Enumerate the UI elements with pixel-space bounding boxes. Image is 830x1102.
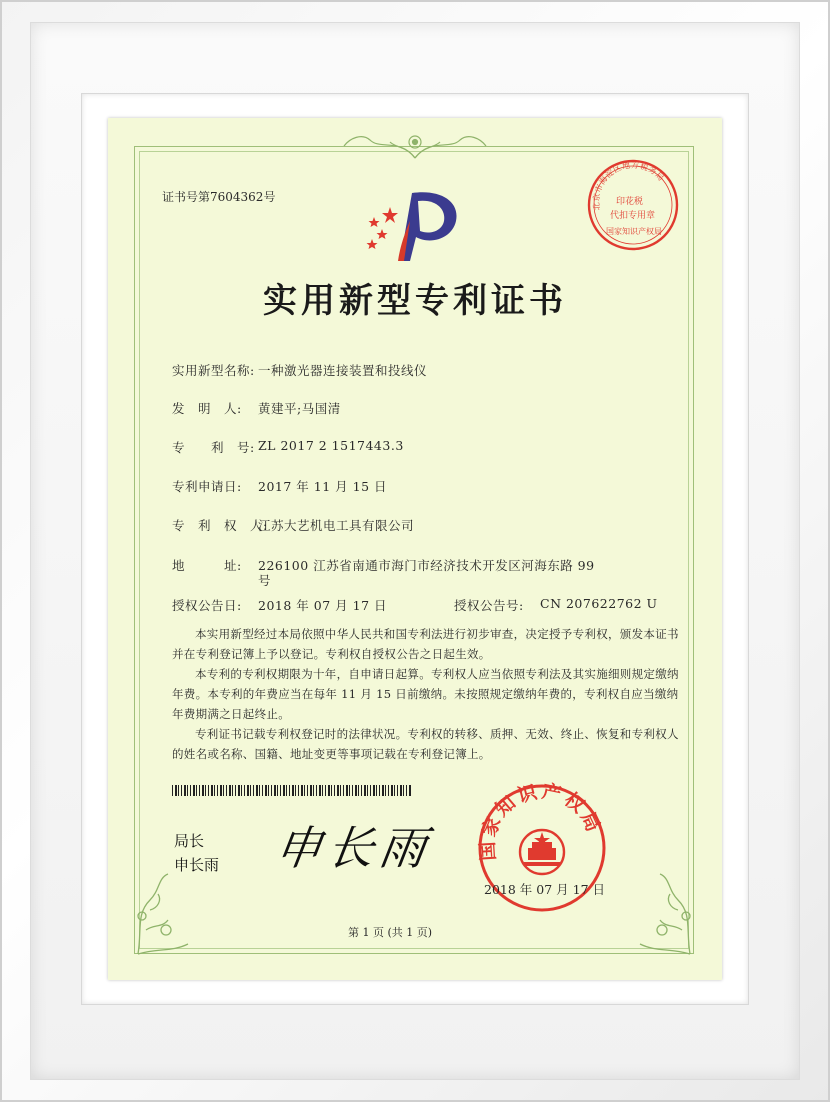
grant-number-label: 授权公告号: [454,598,524,613]
address-value-line-1: 226100 江苏省南通市海门市经济技术开发区河海东路 99 [258,558,595,573]
patent-number-value: ZL 2017 2 1517443.3 [258,438,404,453]
holder-label: 专 利 权 人: [172,518,268,533]
certificate-number: 证书号第7604362号 [162,190,276,204]
tax-stamp-line-1: 印花税 [616,197,644,207]
tax-stamp-ring-text: 北京市海淀区地方税务局 [591,160,666,211]
grant-date-label: 授权公告日: [172,598,242,613]
certificate-title: 实用新型专利证书 [263,281,567,321]
holder-value: 江苏大艺机电工具有限公司 [258,518,415,533]
seal-ring-text: 国家知识产权局 [476,782,606,862]
apply-date-label: 专利申请日: [172,479,242,494]
page-footer: 第 1 页 (共 1 页) [348,926,433,939]
tax-stamp [586,158,680,252]
apply-date-value: 2017 年 11 月 15 日 [258,479,387,494]
address-label: 地 址: [172,558,242,573]
tax-stamp-line-2: 代扣专用章 [610,211,656,221]
grant-number-value: CN 207622762 U [540,596,658,611]
address-value-line-2: 号 [258,573,272,588]
patent-office-logo [360,185,470,265]
tax-stamp-bottom: 国家知识产权局 [606,227,662,236]
patent-number-label: 专 利 号: [172,440,255,455]
name-label: 实用新型名称: [172,363,255,378]
paragraph-3: 专利证书记载专利权登记时的法律状况。专利权的转移、质押、无效、终止、恢复和专利权人的姓名或名称、国籍、地址变更等事项记载在专利登记簿上。 [172,727,679,761]
director-title: 局长 [174,832,205,850]
paragraph-1: 本实用新型经过本局依照中华人民共和国专利法进行初步审查，决定授予专利权，颁发本证书并在专利登记簿上予以登记。专利权自授权公告之日起生效。 [172,627,679,661]
bottom-left-ornament [128,870,198,960]
grant-date-value: 2018 年 07 月 17 日 [258,598,387,613]
director-name: 申长雨 [174,856,220,874]
inventor-value: 黄建平;马国清 [258,401,341,416]
director-signature: 申长雨 [271,821,436,875]
inventor-label: 发 明 人: [172,401,242,416]
seal-date: 2018 年 07 月 17 日 [484,882,605,897]
name-value: 一种激光器连接装置和投线仪 [258,363,428,378]
top-ornament [340,128,490,166]
barcode [172,785,412,796]
bottom-right-ornament [630,870,700,960]
paragraph-2: 本专利的专利权期限为十年，自申请日起算。专利权人应当依照专利法及其实施细则规定缴纳年费。本专利的年费应当在每年 11 月 15 日前缴纳。未按照规定缴纳年费的，专利权自应当缴纳年费期满之日起终止。 [172,667,679,721]
